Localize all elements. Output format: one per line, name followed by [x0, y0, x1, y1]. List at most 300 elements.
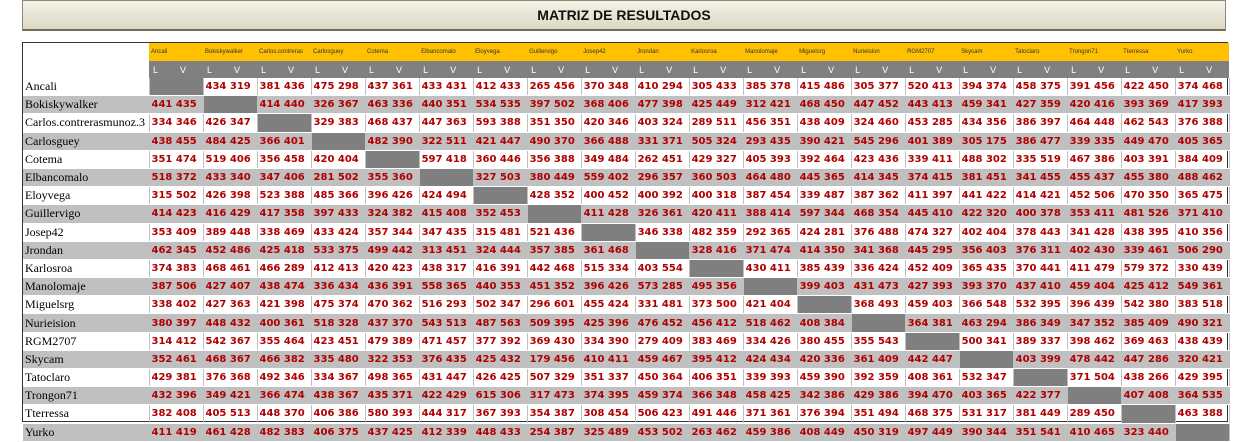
- score-cell: 391 456: [1067, 78, 1121, 96]
- score-cell: 334 426: [743, 332, 797, 350]
- score-cell: 470 362: [365, 296, 419, 314]
- lv-header-row: [23, 61, 1229, 78]
- column-header: Trongon71: [1067, 43, 1121, 61]
- v-header: V: [176, 61, 203, 78]
- score-cell: 324 444: [473, 241, 527, 259]
- score-cell: 361 409: [851, 350, 905, 368]
- score-cell: 393 370: [959, 278, 1013, 296]
- score-cell: 520 413: [905, 78, 959, 96]
- column-header: Miguelsrg: [797, 43, 851, 61]
- score-cell: 456 412: [689, 314, 743, 332]
- table-row: [23, 205, 1229, 223]
- score-cell: 329 383: [311, 114, 365, 132]
- table-row: [23, 314, 1229, 332]
- score-cell: 438 395: [1121, 223, 1175, 241]
- score-cell: 354 387: [527, 405, 581, 423]
- score-cell: 314 412: [149, 332, 203, 350]
- row-name: Ancali: [23, 78, 149, 96]
- score-cell: 462 345: [149, 241, 203, 259]
- score-cell: 386 397: [1013, 114, 1067, 132]
- score-cell: 373 500: [689, 296, 743, 314]
- score-cell: 459 467: [635, 350, 689, 368]
- table-row: [23, 296, 1229, 314]
- row-name: Yurko: [23, 423, 149, 441]
- v-header: V: [932, 61, 959, 78]
- table-row: [23, 78, 1229, 96]
- score-cell: 385 378: [743, 78, 797, 96]
- results-table: [23, 43, 1230, 442]
- score-cell: 411 397: [905, 187, 959, 205]
- score-cell: 420 404: [311, 150, 365, 168]
- score-cell: 339 461: [1121, 241, 1175, 259]
- score-cell: 426 425: [473, 369, 527, 387]
- score-cell: 414 350: [797, 241, 851, 259]
- score-cell: 481 526: [1121, 205, 1175, 223]
- score-cell: 410 294: [635, 78, 689, 96]
- score-cell: 488 302: [959, 150, 1013, 168]
- row-name: Bokiskywalker: [23, 96, 149, 114]
- score-cell: 431 473: [851, 278, 905, 296]
- score-cell: 414 423: [149, 205, 203, 223]
- score-cell: 331 481: [635, 296, 689, 314]
- v-header: V: [554, 61, 581, 78]
- score-cell: 305 433: [689, 78, 743, 96]
- score-cell: 398 462: [1067, 332, 1121, 350]
- v-header: V: [1202, 61, 1229, 78]
- score-cell: 440 351: [419, 96, 473, 114]
- score-cell: 334 367: [311, 369, 365, 387]
- row-name: Tterressa: [23, 405, 149, 423]
- score-cell: 384 409: [1175, 150, 1229, 168]
- score-cell: 421 398: [257, 296, 311, 314]
- score-cell: 385 409: [1121, 314, 1175, 332]
- score-cell: 396 426: [581, 278, 635, 296]
- score-cell: 339 335: [1067, 132, 1121, 150]
- score-cell: 326 367: [311, 96, 365, 114]
- v-header: V: [284, 61, 311, 78]
- score-cell: 542 367: [203, 332, 257, 350]
- score-cell: 416 429: [203, 205, 257, 223]
- score-cell: 349 484: [581, 150, 635, 168]
- score-cell: 429 386: [851, 387, 905, 405]
- row-name: RGM2707: [23, 332, 149, 350]
- score-cell: 365 435: [959, 259, 1013, 277]
- score-cell: 374 395: [581, 387, 635, 405]
- table-row: [23, 96, 1229, 114]
- score-cell: 308 454: [581, 405, 635, 423]
- column-header: Carlosguey: [311, 43, 365, 61]
- diagonal-cell: [419, 168, 473, 186]
- score-cell: 305 175: [959, 132, 1013, 150]
- score-cell: 396 439: [1067, 296, 1121, 314]
- diagonal-cell: [365, 150, 419, 168]
- score-cell: 408 361: [905, 369, 959, 387]
- row-name: Elbancomalo: [23, 168, 149, 186]
- table-row: [23, 369, 1229, 387]
- v-header: V: [1040, 61, 1067, 78]
- score-cell: 281 502: [311, 168, 365, 186]
- score-cell: 403 324: [635, 114, 689, 132]
- score-cell: 437 410: [1013, 278, 1067, 296]
- score-cell: 425 432: [473, 350, 527, 368]
- score-cell: 487 563: [473, 314, 527, 332]
- score-cell: 462 543: [1121, 114, 1175, 132]
- score-cell: 597 418: [419, 150, 473, 168]
- score-cell: 342 386: [797, 387, 851, 405]
- score-cell: 351 350: [527, 114, 581, 132]
- column-header: Eloyvega: [473, 43, 527, 61]
- score-cell: 406 386: [311, 405, 365, 423]
- score-cell: 390 421: [797, 132, 851, 150]
- l-header: L: [1121, 61, 1148, 78]
- score-cell: 351 494: [851, 405, 905, 423]
- row-name: Skycam: [23, 350, 149, 368]
- score-cell: 523 388: [257, 187, 311, 205]
- score-cell: 364 381: [905, 314, 959, 332]
- v-header: V: [824, 61, 851, 78]
- l-header: L: [959, 61, 986, 78]
- score-cell: 515 334: [581, 259, 635, 277]
- score-cell: 573 285: [635, 278, 689, 296]
- score-cell: 392 359: [851, 369, 905, 387]
- score-cell: 452 486: [203, 241, 257, 259]
- score-cell: 477 398: [635, 96, 689, 114]
- score-cell: 396 426: [365, 187, 419, 205]
- score-cell: 597 344: [797, 205, 851, 223]
- score-cell: 334 390: [581, 332, 635, 350]
- diagonal-cell: [149, 78, 203, 96]
- score-cell: 390 344: [959, 423, 1013, 441]
- score-cell: 449 470: [1121, 132, 1175, 150]
- score-cell: 532 395: [1013, 296, 1067, 314]
- score-cell: 414 345: [851, 168, 905, 186]
- score-cell: 422 450: [1121, 78, 1175, 96]
- score-cell: 395 412: [689, 350, 743, 368]
- column-header: Skycam: [959, 43, 1013, 61]
- score-cell: 424 281: [797, 223, 851, 241]
- score-cell: 366 548: [959, 296, 1013, 314]
- score-cell: 422 429: [419, 387, 473, 405]
- column-header: Jrondan: [635, 43, 689, 61]
- diagonal-cell: [959, 350, 1013, 368]
- score-cell: 491 446: [689, 405, 743, 423]
- score-cell: 387 454: [743, 187, 797, 205]
- score-cell: 324 382: [365, 205, 419, 223]
- table-row: [23, 168, 1229, 186]
- score-cell: 437 425: [365, 423, 419, 441]
- score-cell: 386 349: [1013, 314, 1067, 332]
- score-cell: 464 480: [743, 168, 797, 186]
- score-cell: 347 435: [419, 223, 473, 241]
- score-cell: 434 356: [959, 114, 1013, 132]
- score-cell: 425 396: [581, 314, 635, 332]
- score-cell: 455 424: [581, 296, 635, 314]
- score-cell: 450 319: [851, 423, 905, 441]
- l-header: L: [257, 61, 284, 78]
- table-row: [23, 350, 1229, 368]
- score-cell: 425 418: [257, 241, 311, 259]
- score-cell: 380 455: [797, 332, 851, 350]
- score-cell: 312 421: [743, 96, 797, 114]
- score-cell: 445 410: [905, 205, 959, 223]
- l-header: L: [1067, 61, 1094, 78]
- diagonal-cell: [689, 259, 743, 277]
- score-cell: 437 361: [365, 78, 419, 96]
- score-cell: 356 388: [527, 150, 581, 168]
- score-cell: 393 369: [1121, 96, 1175, 114]
- column-header: Ancali: [149, 43, 203, 61]
- score-cell: 479 389: [365, 332, 419, 350]
- score-cell: 380 397: [149, 314, 203, 332]
- column-header: Guillervigo: [527, 43, 581, 61]
- score-cell: 427 363: [203, 296, 257, 314]
- score-cell: 324 460: [851, 114, 905, 132]
- score-cell: 421 404: [743, 296, 797, 314]
- score-cell: 417 358: [257, 205, 311, 223]
- column-header: Elbancomalo: [419, 43, 473, 61]
- score-cell: 320 421: [1175, 350, 1229, 368]
- v-header: V: [1148, 61, 1175, 78]
- score-cell: 364 535: [1175, 387, 1229, 405]
- score-cell: 338 469: [257, 223, 311, 241]
- diagonal-cell: [797, 296, 851, 314]
- score-cell: 410 411: [581, 350, 635, 368]
- score-cell: 360 503: [689, 168, 743, 186]
- table-row: [23, 332, 1229, 350]
- score-cell: 330 439: [1175, 259, 1229, 277]
- v-header: V: [662, 61, 689, 78]
- score-cell: 534 535: [473, 96, 527, 114]
- score-cell: 458 425: [743, 387, 797, 405]
- score-cell: 263 462: [689, 423, 743, 441]
- score-cell: 455 437: [1067, 168, 1121, 186]
- score-cell: 518 328: [311, 314, 365, 332]
- score-cell: 425 412: [1121, 278, 1175, 296]
- score-cell: 411 479: [1067, 259, 1121, 277]
- score-cell: 438 317: [419, 259, 473, 277]
- score-cell: 369 430: [527, 332, 581, 350]
- score-cell: 467 386: [1067, 150, 1121, 168]
- score-cell: 450 364: [635, 369, 689, 387]
- score-cell: 403 399: [1013, 350, 1067, 368]
- score-cell: 382 408: [149, 405, 203, 423]
- v-header: V: [338, 61, 365, 78]
- score-cell: 399 403: [797, 278, 851, 296]
- score-cell: 374 468: [1175, 78, 1229, 96]
- score-cell: 485 366: [311, 187, 365, 205]
- row-name: Carlosguey: [23, 132, 149, 150]
- column-header: Bokiskywalker: [203, 43, 257, 61]
- score-cell: 463 294: [959, 314, 1013, 332]
- score-cell: 334 346: [149, 114, 203, 132]
- score-cell: 410 465: [1067, 423, 1121, 441]
- score-cell: 265 456: [527, 78, 581, 96]
- score-cell: 474 327: [905, 223, 959, 241]
- score-cell: 410 356: [1175, 223, 1229, 241]
- score-cell: 416 391: [473, 259, 527, 277]
- score-cell: 497 449: [905, 423, 959, 441]
- score-cell: 352 453: [473, 205, 527, 223]
- l-header: L: [311, 61, 338, 78]
- v-header: V: [986, 61, 1013, 78]
- score-cell: 381 451: [959, 168, 1013, 186]
- score-cell: 376 311: [1013, 241, 1067, 259]
- score-cell: 519 406: [203, 150, 257, 168]
- score-cell: 400 392: [635, 187, 689, 205]
- row-name: Tatoclaro: [23, 369, 149, 387]
- score-cell: 478 442: [1067, 350, 1121, 368]
- row-name: Karlosroa: [23, 259, 149, 277]
- score-cell: 426 398: [203, 187, 257, 205]
- column-header: Tterressa: [1121, 43, 1175, 61]
- score-cell: 423 436: [851, 150, 905, 168]
- score-cell: 593 388: [473, 114, 527, 132]
- diagonal-cell: [905, 332, 959, 350]
- score-cell: 431 447: [419, 369, 473, 387]
- score-cell: 475 298: [311, 78, 365, 96]
- score-cell: 406 351: [689, 369, 743, 387]
- score-cell: 420 346: [581, 114, 635, 132]
- score-cell: 353 409: [149, 223, 203, 241]
- score-cell: 445 365: [797, 168, 851, 186]
- score-cell: 254 387: [527, 423, 581, 441]
- score-cell: 368 493: [851, 296, 905, 314]
- score-cell: 558 365: [419, 278, 473, 296]
- score-cell: 475 374: [311, 296, 365, 314]
- score-cell: 376 388: [1175, 114, 1229, 132]
- l-header: L: [527, 61, 554, 78]
- score-cell: 559 402: [581, 168, 635, 186]
- score-cell: 453 285: [905, 114, 959, 132]
- table-row: [23, 387, 1229, 405]
- table-row: [23, 405, 1229, 423]
- score-cell: 468 354: [851, 205, 905, 223]
- column-header: Tatoclaro: [1013, 43, 1067, 61]
- score-cell: 505 324: [689, 132, 743, 150]
- score-cell: 466 289: [257, 259, 311, 277]
- score-cell: 371 410: [1175, 205, 1229, 223]
- column-header: Manolomaje: [743, 43, 797, 61]
- score-cell: 313 451: [419, 241, 473, 259]
- score-cell: 429 381: [149, 369, 203, 387]
- score-cell: 405 365: [1175, 132, 1229, 150]
- score-cell: 376 394: [797, 405, 851, 423]
- score-cell: 338 402: [149, 296, 203, 314]
- score-cell: 322 353: [365, 350, 419, 368]
- score-cell: 545 296: [851, 132, 905, 150]
- score-cell: 509 395: [527, 314, 581, 332]
- row-name: Carlos.contrerasmunoz.3: [23, 114, 149, 132]
- score-cell: 422 377: [1013, 387, 1067, 405]
- score-cell: 428 352: [527, 187, 581, 205]
- score-cell: 459 404: [1067, 278, 1121, 296]
- score-cell: 490 370: [527, 132, 581, 150]
- score-cell: 452 506: [1067, 187, 1121, 205]
- score-cell: 434 319: [203, 78, 257, 96]
- row-name: Nurieision: [23, 314, 149, 332]
- score-cell: 367 393: [473, 405, 527, 423]
- score-cell: 326 361: [635, 205, 689, 223]
- score-cell: 468 461: [203, 259, 257, 277]
- score-cell: 383 518: [1175, 296, 1229, 314]
- table-row: [23, 241, 1229, 259]
- row-name: Miguelsrg: [23, 296, 149, 314]
- score-cell: 452 409: [905, 259, 959, 277]
- score-cell: 385 439: [797, 259, 851, 277]
- score-cell: 482 383: [257, 423, 311, 441]
- score-cell: 403 365: [959, 387, 1013, 405]
- diagonal-cell: [257, 114, 311, 132]
- score-cell: 356 403: [959, 241, 1013, 259]
- score-cell: 377 392: [473, 332, 527, 350]
- score-cell: 438 455: [149, 132, 203, 150]
- score-cell: 262 451: [635, 150, 689, 168]
- score-cell: 549 361: [1175, 278, 1229, 296]
- column-header: Karlosroa: [689, 43, 743, 61]
- score-cell: 436 391: [365, 278, 419, 296]
- score-cell: 336 434: [311, 278, 365, 296]
- score-cell: 279 409: [635, 332, 689, 350]
- score-cell: 365 475: [1175, 187, 1229, 205]
- score-cell: 374 415: [905, 168, 959, 186]
- score-cell: 351 541: [1013, 423, 1067, 441]
- score-cell: 397 502: [527, 96, 581, 114]
- score-cell: 468 437: [365, 114, 419, 132]
- score-cell: 361 468: [581, 241, 635, 259]
- l-header: L: [203, 61, 230, 78]
- score-cell: 360 446: [473, 150, 527, 168]
- l-header: L: [689, 61, 716, 78]
- score-cell: 464 448: [1067, 114, 1121, 132]
- score-cell: 441 422: [959, 187, 1013, 205]
- score-cell: 421 447: [473, 132, 527, 150]
- row-name: Guillervigo: [23, 205, 149, 223]
- l-header: L: [905, 61, 932, 78]
- score-cell: 502 347: [473, 296, 527, 314]
- score-cell: 471 457: [419, 332, 473, 350]
- score-cell: 405 513: [203, 405, 257, 423]
- score-cell: 438 439: [1175, 332, 1229, 350]
- diagonal-cell: [1121, 405, 1175, 423]
- score-cell: 423 451: [311, 332, 365, 350]
- l-header: L: [365, 61, 392, 78]
- score-cell: 292 365: [743, 223, 797, 241]
- score-cell: 366 488: [581, 132, 635, 150]
- score-cell: 438 474: [257, 278, 311, 296]
- score-cell: 386 477: [1013, 132, 1067, 150]
- score-cell: 445 295: [905, 241, 959, 259]
- row-name: Eloyvega: [23, 187, 149, 205]
- corner-cell: [23, 61, 149, 78]
- score-cell: 347 406: [257, 168, 311, 186]
- score-cell: 532 347: [959, 369, 1013, 387]
- score-cell: 448 370: [257, 405, 311, 423]
- score-cell: 376 488: [851, 223, 905, 241]
- score-cell: 355 543: [851, 332, 905, 350]
- score-cell: 433 340: [203, 168, 257, 186]
- score-cell: 376 368: [203, 369, 257, 387]
- score-cell: 543 513: [419, 314, 473, 332]
- l-header: L: [743, 61, 770, 78]
- score-cell: 366 401: [257, 132, 311, 150]
- score-cell: 403 391: [1121, 150, 1175, 168]
- l-header: L: [851, 61, 878, 78]
- column-header: Nurieision: [851, 43, 905, 61]
- v-header: V: [446, 61, 473, 78]
- score-cell: 482 390: [365, 132, 419, 150]
- score-cell: 442 447: [905, 350, 959, 368]
- row-name: Jrondan: [23, 241, 149, 259]
